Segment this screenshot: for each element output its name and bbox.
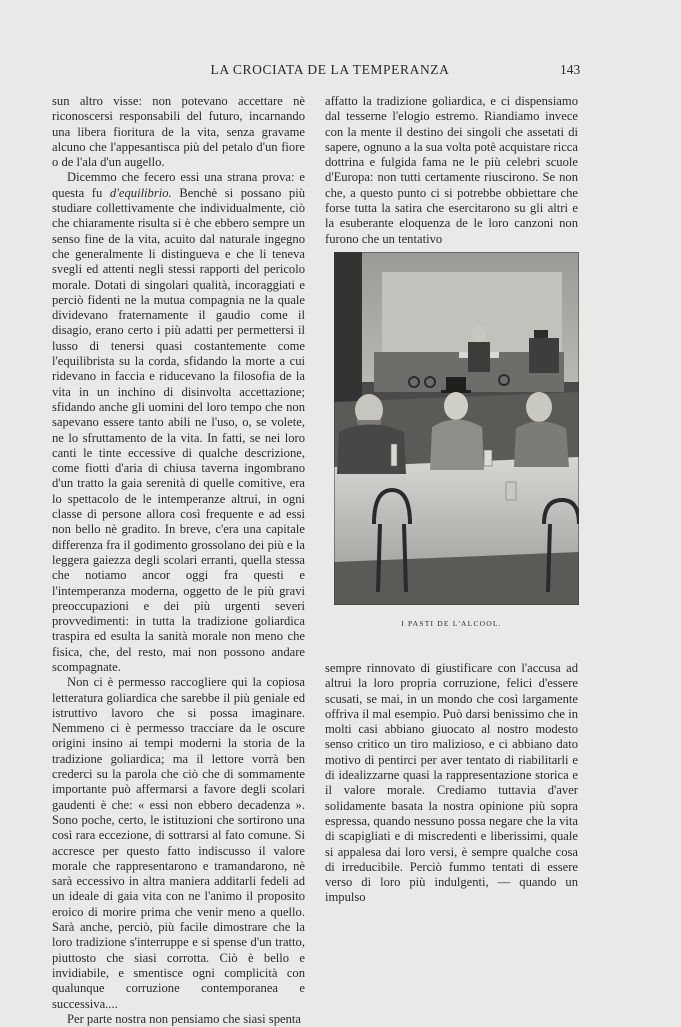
paragraph: sempre rinnovato di giustificare con l'accusa ad altrui la loro propria corruzione, felici d'essere scusati, se mai, in un mondo che così largamente offriva il mal esempio. Può darsi benissimo che in molti casi abbiano giuocato al nostro modesto senso critico un tiro malizioso, e ci abbiano dato motivo di pentirci per aver tentato di riabilitarli e di idealizzarne quasi la rappresentazione storica e il valore morale. Crediamo tuttavia d'aver solidamente basata la nostra opinione più sopra espressa, quando nessuno possa negare che la vita di scapigliati e di miscredenti e liberissimi, quale si appalesa dai loro versi, è sempre qualche cosa di irreducibile. Perciò fummo tentati di essere verso di loro più indulgenti, — quando un impulso (325, 661, 578, 905)
paragraph: Per parte nostra non pensiamo che siasi spenta (67, 1011, 301, 1026)
right-column-bottom (325, 661, 578, 906)
paragraph: Dicemmo che fecero essi una strana prova: e questa fu d'equilibrio. Benchè si possano più studiare collettivamente che individualmente, ciò che chiaramente risulta si è che ebbero sempre un senso fine de la vita, acuito dal naturale ingegno che generalmente li distingueva e che li teneva svegli ed attenti negli stessi rapporti del pericolo morale. Dotati di singolari qualità, incoraggiati e perciò fidenti ne la mutua compagnia ne la quale dividevano fraternamente il gaudio come il disagio, erano certo i più adatti per permettersi il lusso di tenersi quasi costantemente come l'equilibrista su la corda, sfidando la morte a cui ridevano in faccia e riducevano la filosofia de la vita in un inchino di disinvolta accettazione; sfidando anche gli uomini del loro tempo che non sapevano essere tanto abili ne l'uso, o, se volete, ne lo sfruttamento de la vita. In fatti, se nei loro canti le tinte eccessive di qualche descrizione, come fiotti d'aria di chiusa taverna ingombrano d'un tratto la gaia serenità di quelle comitive, era lo spettacolo de le intemperanze altrui, in ogni classe di persone allora così frequente e ad essi non bello nè gradito. In breve, c'era una capitale differenza fra il godimento grossolano dei più e la leggera gaiezza degli scolari erranti, quella stessa che notiamo ancor oggi fra questi e l'intemperanza moderna, oggetto de le più gravi preoccupazioni e dei più urgenti severi provvedimenti: in tutta la tradizione goliardica traspira ed esulta la sanità morale non meno che fisica, che, del resto, mai non possono andare scompagnate. (52, 170, 305, 674)
left-column (52, 94, 305, 1027)
right-column-top (325, 94, 578, 247)
paragraph: sun altro visse: non potevano accettare nè riconoscersi responsabili del futuro, incarnando una libera fioritura de la vita, senza gravame alcuno che l'appesantisca più del petalo d'un fiore o de l'ala d'un augello. (52, 94, 305, 170)
running-header-title: LA CROCIATA DE LA TEMPERANZA (210, 62, 450, 77)
paragraph: Non ci è permesso raccogliere qui la copiosa letteratura goliardica che sarebbe il più geniale ed istruttivo lavoro che si possa imaginare. Nemmeno ci è permesso tracciare da le oscure origini insino ai tempi moderni la storia de la tradizione goliardica; ma il lettore vorrà ben crederci su la parola che ciò che di sommamente importante può affermarsi a favore degli scolari gaudenti è che: « essi non ebbero decadenza ». Sono poche, certo, le istituzioni che sortirono una così rara eccezione, di sottrarsi al fato comune. Si accresce per questo fatto indiscusso il valore morale che rappresentarono e tramandarono, nè sarà eccessivo in altra maniera additarli fedeli ad un ideale di gaia vita con ne l'animo il proposito eroico di morire prima che venir meno a quello. Sarà anche, perciò, più facile dimostrare che la loro tradizione s'interruppe e si spense d'un tratto, piuttosto che siasi corrotta. Ciò è bello e invidiabile, e smentisce ogni complicità con qualunque corruzione contemporanea e successiva.... (52, 675, 305, 1011)
tavern-illustration (334, 252, 579, 605)
italic-term: d'equilibrio. (109, 185, 172, 200)
figure-caption: I PASTI DE L'ALCOOL. (401, 619, 502, 628)
page-number: 143 (560, 62, 581, 77)
paragraph: affatto la tradizione goliardica, e ci dispensiamo dal tesserne l'elogio estremo. Riandiamo invece con la mente il destino dei singoli che assetati di sapere, ognuno a la sua volta potè acquistare ricca dottrina e fulgida fama ne le più celebri scuole d'Europa: non tutti certamente riuscirono. Se non che, a questo punto ci si potrebbe obbiettare che forse tutta la satira che esercitarono su gli altri e la esuberante eloquenza de le loro canzoni non furono che un tentativo (325, 94, 578, 246)
